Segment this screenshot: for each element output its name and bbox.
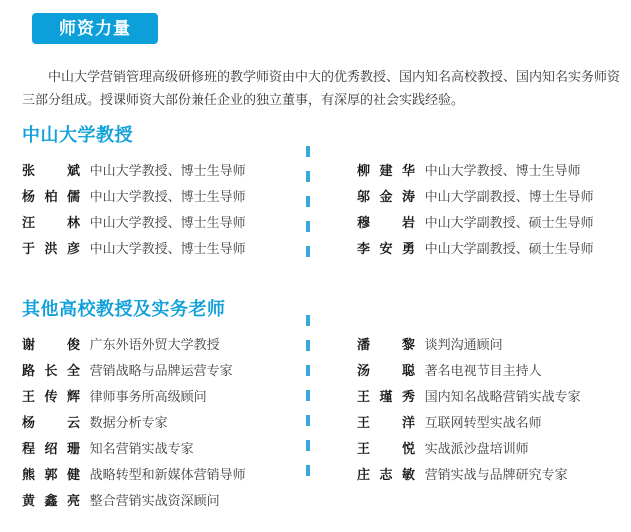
faculty-row bbox=[357, 466, 581, 483]
faculty-title: 数据分析专家 bbox=[89, 415, 168, 430]
faculty-title: 中山大学教授、博士生导师 bbox=[89, 241, 246, 256]
faculty-name: 程绍珊 bbox=[22, 441, 80, 456]
faculty-name: 王传辉 bbox=[22, 389, 80, 404]
faculty-row bbox=[22, 240, 306, 257]
faculty-name: 汪林 bbox=[22, 215, 80, 230]
faculty-row bbox=[357, 362, 581, 379]
faculty-name: 张斌 bbox=[22, 163, 80, 178]
faculty-name: 柳建华 bbox=[357, 163, 415, 178]
faculty-title: 互联网转型实战名师 bbox=[424, 415, 542, 430]
faculty-title: 国内知名战略营销实战专家 bbox=[424, 389, 581, 404]
faculty-title: 谈判沟通顾问 bbox=[424, 337, 503, 352]
faculty-name: 汤聪 bbox=[357, 363, 415, 378]
faculty-columns bbox=[0, 336, 631, 509]
faculty-row bbox=[22, 440, 306, 457]
faculty-row bbox=[22, 162, 306, 179]
faculty-name: 熊郭健 bbox=[22, 467, 80, 482]
faculty-title: 中山大学教授、博士生导师 bbox=[89, 215, 246, 230]
faculty-title: 中山大学教授、博士生导师 bbox=[89, 189, 246, 204]
faculty-row bbox=[22, 388, 306, 405]
faculty-name: 杨云 bbox=[22, 415, 80, 430]
faculty-column-right bbox=[357, 336, 581, 509]
faculty-name: 于洪彦 bbox=[22, 241, 80, 256]
faculty-row bbox=[22, 214, 306, 231]
faculty-name: 李安勇 bbox=[357, 241, 415, 256]
faculty-row bbox=[22, 362, 306, 379]
faculty-row bbox=[357, 388, 581, 405]
faculty-title: 实战派沙盘培训师 bbox=[424, 441, 529, 456]
faculty-row bbox=[22, 336, 306, 353]
faculty-name: 王瑾秀 bbox=[357, 389, 415, 404]
faculty-name: 杨柏儒 bbox=[22, 189, 80, 204]
faculty-title: 营销实战与品牌研究专家 bbox=[424, 467, 568, 482]
dashed-column-divider bbox=[306, 315, 310, 486]
faculty-title: 著名电视节目主持人 bbox=[424, 363, 542, 378]
faculty-name: 路长全 bbox=[22, 363, 80, 378]
faculty-row bbox=[357, 440, 581, 457]
section-title-zhongda-professors: 中山大学教授 bbox=[22, 125, 133, 145]
faculty-name: 谢俊 bbox=[22, 337, 80, 352]
faculty-name: 潘黎 bbox=[357, 337, 415, 352]
faculty-name: 庄志敏 bbox=[357, 467, 415, 482]
faculty-title: 知名营销实战专家 bbox=[89, 441, 194, 456]
faculty-title: 营销战略与品牌运营专家 bbox=[89, 363, 233, 378]
faculty-row bbox=[22, 466, 306, 483]
faculty-row bbox=[357, 188, 594, 205]
faculty-title: 中山大学教授、博士生导师 bbox=[89, 163, 246, 178]
faculty-row bbox=[357, 414, 581, 431]
faculty-row bbox=[357, 336, 581, 353]
faculty-columns bbox=[0, 162, 631, 257]
dashed-column-divider bbox=[306, 146, 310, 260]
faculty-name: 王洋 bbox=[357, 415, 415, 430]
faculty-row bbox=[22, 188, 306, 205]
section-zhongda-professors bbox=[0, 126, 631, 257]
faculty-title: 广东外语外贸大学教授 bbox=[89, 337, 220, 352]
faculty-row bbox=[22, 492, 306, 509]
faculty-row bbox=[357, 162, 594, 179]
faculty-column-left bbox=[0, 336, 306, 509]
faculty-row bbox=[357, 214, 594, 231]
faculty-title: 战略转型和新媒体营销导师 bbox=[89, 467, 246, 482]
faculty-name: 王悦 bbox=[357, 441, 415, 456]
faculty-title: 中山大学副教授、硕士生导师 bbox=[424, 241, 594, 256]
faculty-name: 黄鑫亮 bbox=[22, 493, 80, 508]
faculty-row bbox=[22, 414, 306, 431]
faculty-row bbox=[357, 240, 594, 257]
faculty-title: 中山大学副教授、博士生导师 bbox=[424, 189, 594, 204]
faculty-title: 整合营销实战资深顾问 bbox=[89, 493, 220, 508]
faculty-name: 邬金涛 bbox=[357, 189, 415, 204]
faculty-column-left bbox=[0, 162, 306, 257]
faculty-title: 中山大学教授、博士生导师 bbox=[424, 163, 581, 178]
faculty-column-right bbox=[357, 162, 594, 257]
faculty-title: 律师事务所高级顾问 bbox=[89, 389, 207, 404]
faculty-name: 穆岩 bbox=[357, 215, 415, 230]
section-title-other-professors: 其他高校教授及实务老师 bbox=[22, 299, 226, 319]
section-other-professors bbox=[0, 300, 631, 509]
faculty-title: 中山大学副教授、硕士生导师 bbox=[424, 215, 594, 230]
faculty-intro-paragraph: 中山大学营销管理高级研修班的教学师资由中大的优秀教授、国内知名高校教授、国内知名实务师资三部分组成。授课师资大部份兼任企业的独立董事，有深厚的社会实践经验。 bbox=[22, 69, 621, 107]
faculty-section-badge: 师资力量 bbox=[32, 13, 158, 44]
